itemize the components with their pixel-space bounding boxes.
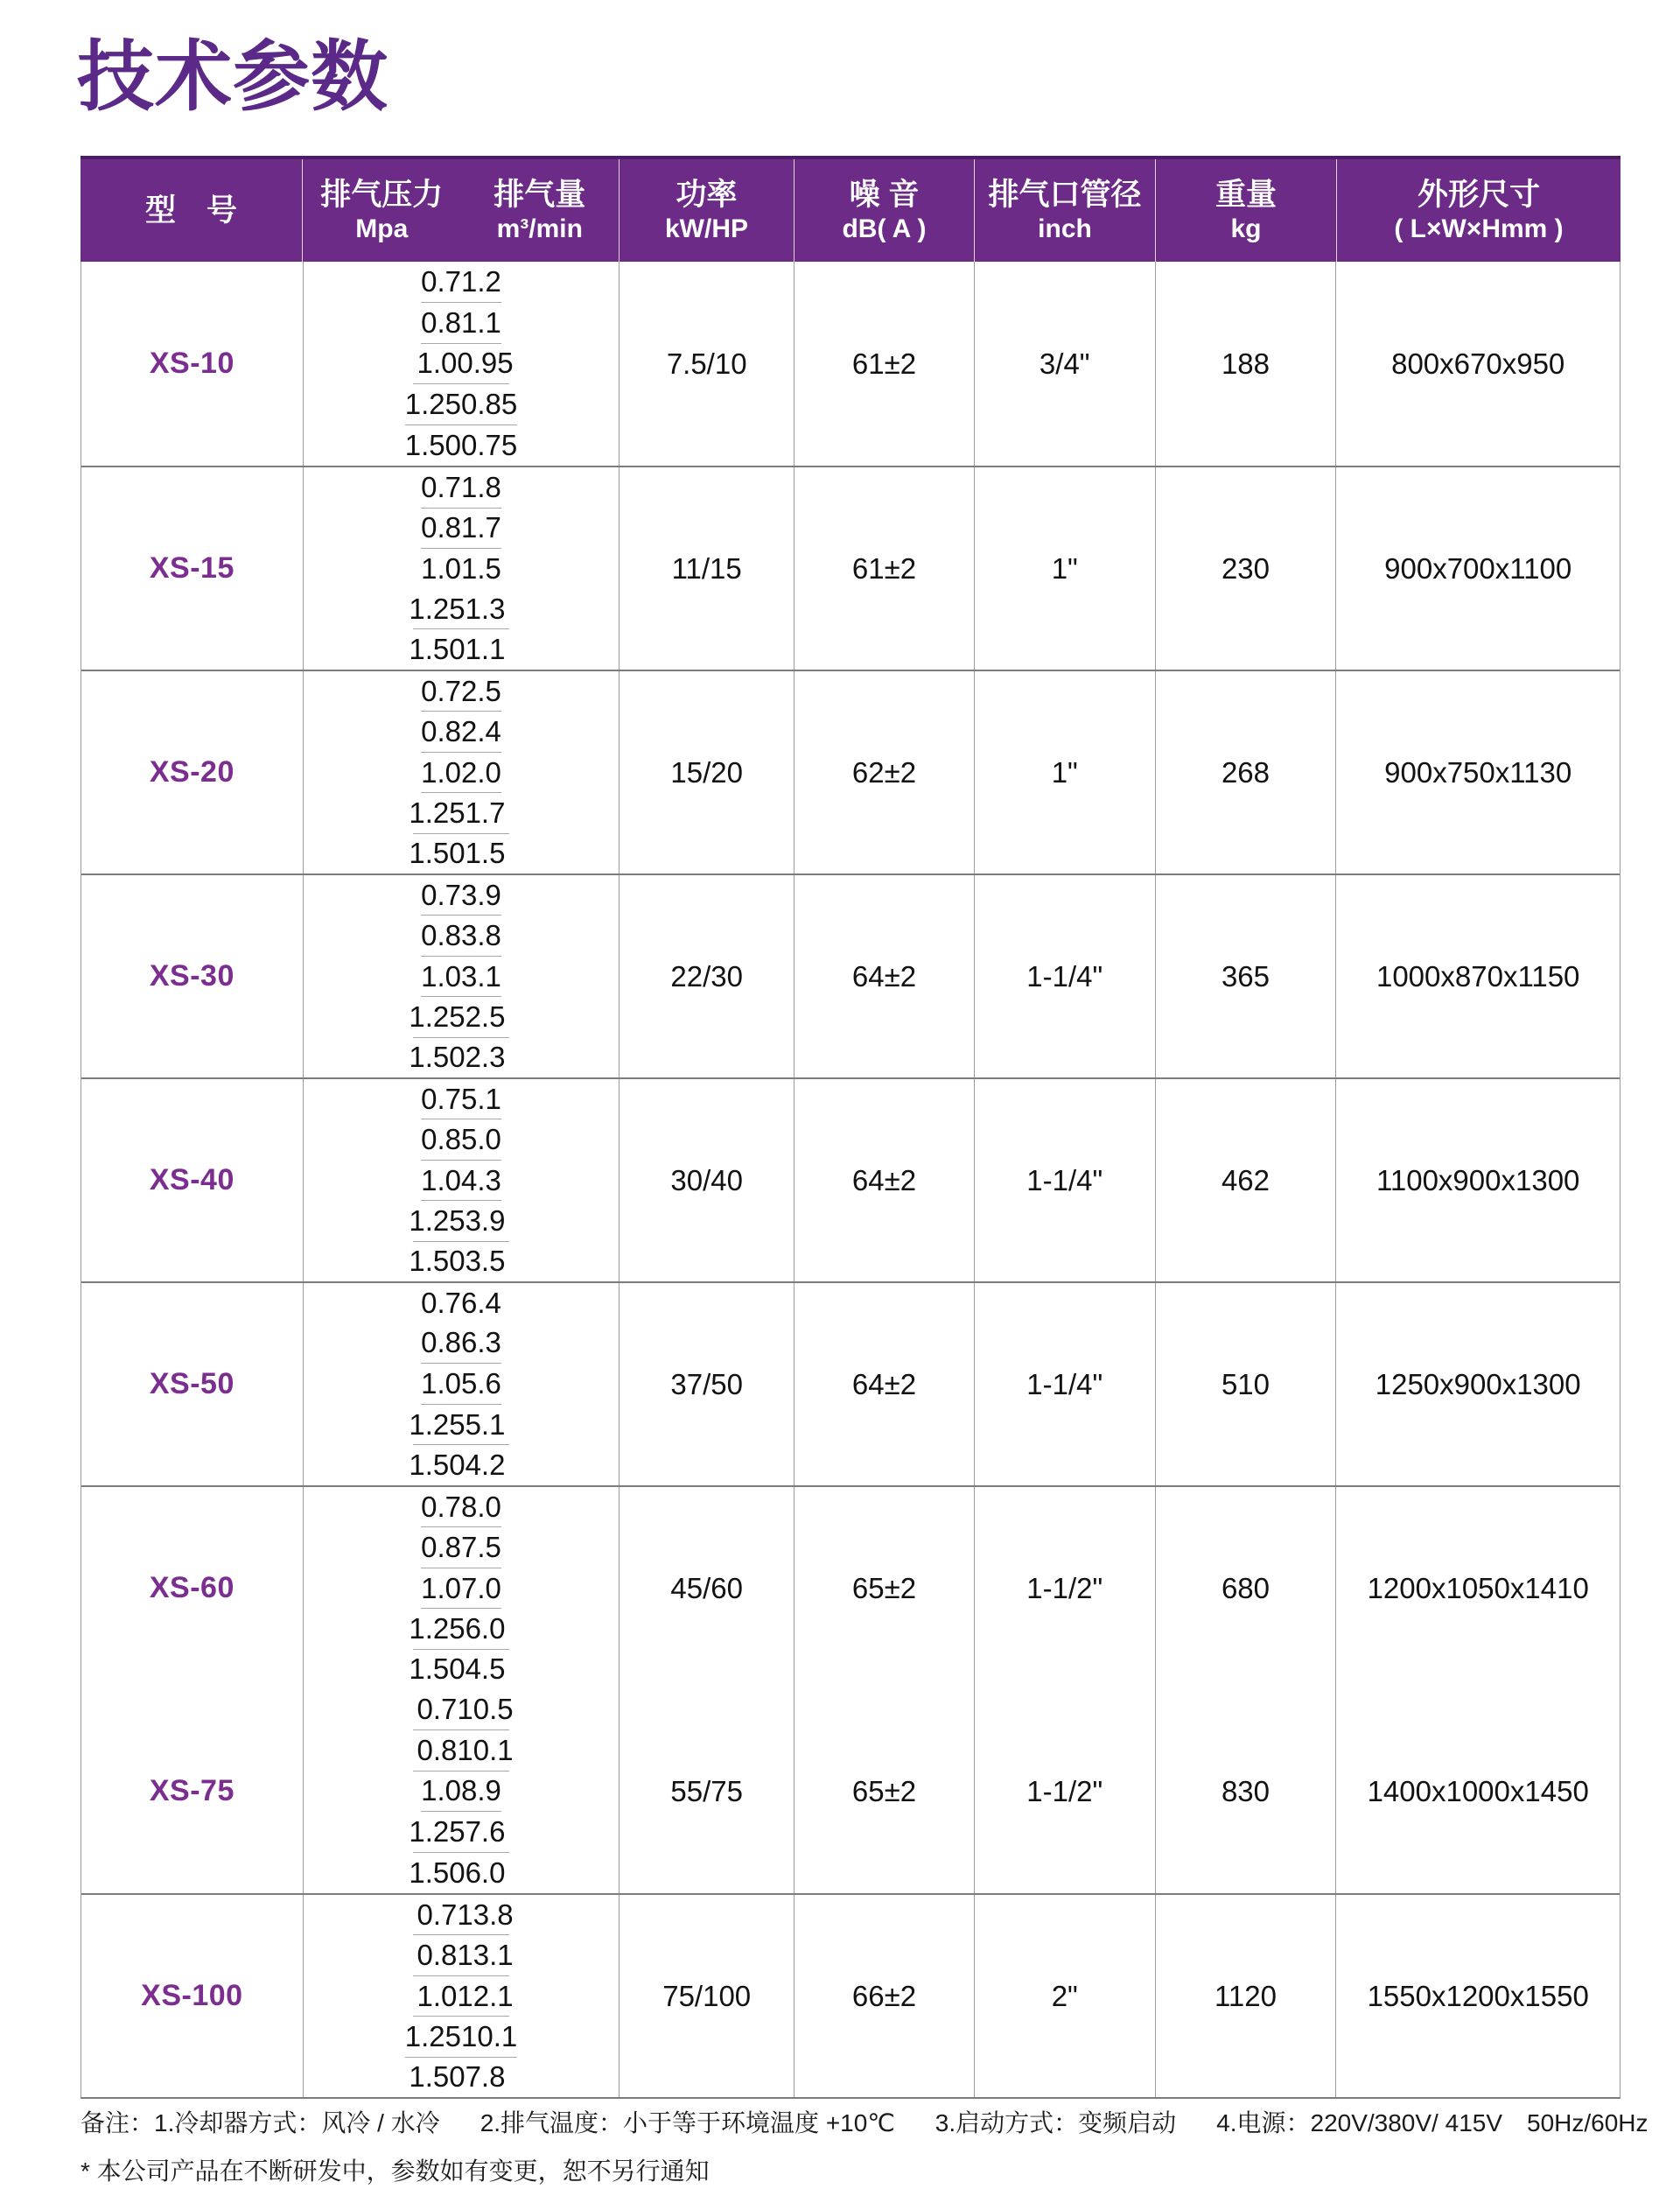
pressure-value: 0.7 xyxy=(421,878,462,911)
pipe-diameter-value: 3/4" xyxy=(974,262,1155,466)
weight-value: 830 xyxy=(1155,1689,1336,1893)
pressure-value: 1.0 xyxy=(421,1163,462,1196)
table-header-row xyxy=(80,156,1620,262)
header-volume-label: 排气量 xyxy=(494,177,586,212)
volume-value: 2.4 xyxy=(461,715,501,748)
pressure-value: 0.7 xyxy=(421,674,462,707)
pressure-value: 1.0 xyxy=(416,347,458,380)
volume-value: 1.1 xyxy=(461,305,501,339)
pressure-value: 1.50 xyxy=(409,837,466,870)
pressure-value: 1.0 xyxy=(421,1774,462,1807)
note-line-disclaimer: * 本公司产品在不断研发中，参数如有变更，恕不另行通知 xyxy=(80,2157,710,2185)
pressure-value: 1.25 xyxy=(409,592,466,625)
header-power-label: 功率 xyxy=(676,177,738,212)
noise-value: 64±2 xyxy=(794,1079,974,1281)
volume-value: 5.1 xyxy=(461,1082,501,1115)
pipe-diameter-value: 1" xyxy=(974,671,1155,873)
pressure-volume-row xyxy=(409,1405,509,1446)
volume-value: 8.0 xyxy=(461,1490,501,1523)
power-value: 30/40 xyxy=(619,1079,794,1281)
pressure-value: 1.25 xyxy=(409,1203,466,1237)
pressure-value: 1.0 xyxy=(421,755,462,789)
volume-value: 8.9 xyxy=(461,1774,501,1807)
pressure-value: 0.8 xyxy=(421,1531,462,1564)
pressure-value: 1.25 xyxy=(409,1611,466,1645)
power-value: 7.5/10 xyxy=(619,262,794,466)
pressure-volume-row xyxy=(421,712,501,752)
pressure-value: 1.50 xyxy=(409,1652,466,1686)
header-noise-unit: dB( A ) xyxy=(842,214,927,243)
pressure-value: 1.25 xyxy=(409,796,466,829)
pressure-value: 0.7 xyxy=(421,264,462,298)
pressure-value: 0.8 xyxy=(421,1326,462,1359)
weight-value: 1120 xyxy=(1155,1895,1336,2097)
volume-value: 6.0 xyxy=(465,1856,506,1890)
pressure-value: 1.50 xyxy=(409,1856,466,1890)
pressure-volume-cell xyxy=(303,671,620,873)
pressure-value: 1.0 xyxy=(421,1367,462,1400)
volume-value: 7.0 xyxy=(461,1571,501,1604)
pressure-volume-row xyxy=(409,1242,509,1281)
volume-value: 3.5 xyxy=(465,1245,506,1278)
header-noise xyxy=(794,159,974,262)
pressure-value: 1.50 xyxy=(409,1449,466,1482)
pipe-diameter-value: 1-1/4" xyxy=(974,1283,1155,1485)
volume-value: 5.1 xyxy=(465,1407,506,1441)
pressure-value: 1.50 xyxy=(409,1041,466,1074)
pressure-value: 1.25 xyxy=(404,388,462,421)
volume-value: 13.1 xyxy=(457,1939,514,1972)
dimensions-value: 1250x900x1300 xyxy=(1335,1283,1620,1485)
pressure-value: 1.0 xyxy=(421,1571,462,1604)
note-line-remarks xyxy=(80,2106,1648,2142)
pressure-value: 1.25 xyxy=(409,1407,466,1441)
pressure-value: 0.8 xyxy=(421,715,462,748)
pressure-volume-row xyxy=(413,1935,514,1975)
pressure-value: 0.7 xyxy=(416,1898,458,1931)
header-pipe-diameter xyxy=(974,159,1155,262)
model-name: XS-50 xyxy=(149,1367,234,1400)
pressure-value: 1.0 xyxy=(421,959,462,993)
pressure-value: 1.0 xyxy=(421,552,462,585)
noise-value: 65±2 xyxy=(794,1689,974,1893)
header-weight xyxy=(1155,159,1336,262)
volume-value: 1.7 xyxy=(461,511,501,544)
weight-value: 680 xyxy=(1155,1487,1336,1689)
header-dimensions xyxy=(1336,159,1620,262)
dimensions-value: 1000x870x1150 xyxy=(1335,875,1620,1077)
pressure-volume-row xyxy=(421,1527,501,1568)
pressure-volume-row xyxy=(421,1772,501,1813)
pressure-volume-row xyxy=(421,1568,501,1609)
header-model-label: 型 号 xyxy=(144,193,237,228)
volume-value: 10.5 xyxy=(457,1692,514,1725)
pressure-value: 0.7 xyxy=(421,470,462,503)
noise-value: 66±2 xyxy=(794,1895,974,2097)
pressure-volume-cell xyxy=(303,1079,620,1281)
volume-value: 10.1 xyxy=(461,2019,518,2052)
pressure-volume-cell xyxy=(303,1895,620,2097)
note-item: 2.排气温度：小于等于环境温度 +10℃ xyxy=(480,2109,895,2136)
pipe-diameter-value: 1" xyxy=(974,467,1155,670)
power-value: 75/100 xyxy=(619,1895,794,2097)
pressure-volume-row xyxy=(421,262,501,303)
pressure-volume-row xyxy=(413,1730,514,1772)
weight-value: 462 xyxy=(1155,1079,1336,1281)
dimensions-value: 1100x900x1300 xyxy=(1335,1079,1620,1281)
pressure-volume-row xyxy=(421,875,501,916)
pipe-diameter-value: 1-1/4" xyxy=(974,875,1155,1077)
model-name: XS-40 xyxy=(149,1163,234,1196)
header-pipe-unit: inch xyxy=(1038,214,1092,243)
pressure-volume-row xyxy=(405,2017,517,2057)
volume-value: 3.8 xyxy=(461,919,501,952)
pressure-volume-row xyxy=(421,1487,501,1527)
volume-value: 13.8 xyxy=(457,1898,514,1931)
pressure-volume-row xyxy=(409,2058,509,2097)
volume-value: 1.5 xyxy=(461,552,501,585)
pressure-value: 1.50 xyxy=(409,2060,466,2094)
noise-value: 61±2 xyxy=(794,467,974,670)
volume-value: 2.0 xyxy=(461,755,501,789)
pressure-volume-row xyxy=(409,1812,509,1853)
pressure-value: 0.7 xyxy=(421,1082,462,1115)
volume-value: 2.5 xyxy=(461,674,501,707)
header-pressure xyxy=(303,179,461,242)
volume-value: 5.0 xyxy=(461,1123,501,1156)
pressure-value: 1.25 xyxy=(409,1815,466,1849)
page-title: 技术参数 xyxy=(77,33,389,120)
pressure-volume-row xyxy=(421,916,501,956)
volume-value: 1.2 xyxy=(461,264,501,298)
power-value: 37/50 xyxy=(619,1283,794,1485)
noise-value: 64±2 xyxy=(794,875,974,1077)
pressure-volume-cell xyxy=(303,467,620,670)
header-dims-label: 外形尺寸 xyxy=(1417,177,1540,212)
volume-value: 6.0 xyxy=(465,1611,506,1645)
footnotes xyxy=(80,2106,1648,2189)
volume-value: 0.85 xyxy=(461,388,518,421)
pressure-volume-cell xyxy=(303,262,620,466)
volume-value: 2.5 xyxy=(465,1000,506,1033)
volume-value: 0.95 xyxy=(457,347,514,380)
header-volume xyxy=(461,179,620,242)
noise-value: 64±2 xyxy=(794,1283,974,1485)
pipe-diameter-value: 2" xyxy=(974,1895,1155,2097)
volume-value: 10.1 xyxy=(457,1733,514,1766)
header-volume-unit: m³/min xyxy=(496,214,583,243)
header-weight-label: 重量 xyxy=(1214,177,1277,212)
pressure-volume-row xyxy=(409,629,509,670)
volume-value: 7.8 xyxy=(465,2060,506,2094)
pressure-volume-row xyxy=(421,1364,501,1405)
pressure-volume-cell xyxy=(303,1689,620,1893)
model-name: XS-15 xyxy=(149,551,234,585)
note-item: 4.电源：220V/380V/ 415V 50Hz/60Hz xyxy=(1216,2109,1648,2136)
weight-value: 365 xyxy=(1155,875,1336,1077)
volume-value: 1.8 xyxy=(461,470,501,503)
pressure-volume-row xyxy=(421,467,501,509)
weight-value: 510 xyxy=(1155,1283,1336,1485)
pressure-volume-row xyxy=(413,1976,514,2017)
model-name: XS-100 xyxy=(141,1979,243,2012)
pressure-volume-row xyxy=(409,1038,509,1077)
dimensions-value: 1400x1000x1450 xyxy=(1335,1689,1620,1893)
model-name: XS-20 xyxy=(149,755,234,789)
dimensions-value: 1200x1050x1410 xyxy=(1335,1487,1620,1689)
pressure-volume-cell xyxy=(303,875,620,1077)
weight-value: 188 xyxy=(1155,262,1336,466)
pressure-volume-row xyxy=(421,1119,501,1160)
pressure-volume-row xyxy=(421,1283,501,1323)
pressure-volume-row xyxy=(421,1323,501,1365)
volume-value: 6.4 xyxy=(461,1286,501,1319)
pressure-volume-row xyxy=(409,1650,509,1689)
model-block xyxy=(81,873,1620,1077)
pressure-volume-row xyxy=(413,1689,514,1730)
noise-value: 62±2 xyxy=(794,671,974,873)
pressure-volume-row xyxy=(405,384,517,425)
pressure-volume-row xyxy=(409,997,509,1037)
header-dims-unit: ( L×W×Hmm ) xyxy=(1394,214,1564,243)
model-block xyxy=(81,670,1620,873)
pressure-volume-row xyxy=(421,303,501,344)
noise-value: 61±2 xyxy=(794,262,974,466)
table-body xyxy=(80,262,1620,2099)
header-pipe-label: 排气口管径 xyxy=(988,177,1142,212)
model-block xyxy=(81,262,1620,466)
dimensions-value: 1550x1200x1550 xyxy=(1335,1895,1620,2097)
power-value: 55/75 xyxy=(619,1689,794,1893)
pressure-volume-cell xyxy=(303,1487,620,1689)
dimensions-value: 900x750x1130 xyxy=(1335,671,1620,873)
pressure-volume-row xyxy=(421,1161,501,1201)
pressure-volume-row xyxy=(421,509,501,550)
pressure-value: 0.8 xyxy=(416,1939,458,1972)
volume-value: 3.9 xyxy=(461,878,501,911)
pressure-value: 0.7 xyxy=(421,1490,462,1523)
dimensions-value: 900x700x1100 xyxy=(1335,467,1620,670)
pressure-volume-row xyxy=(405,425,517,466)
pressure-value: 1.50 xyxy=(409,1245,466,1278)
power-value: 15/20 xyxy=(619,671,794,873)
pressure-volume-row xyxy=(409,1609,509,1649)
model-block xyxy=(81,1485,1620,1689)
header-pressure-label: 排气压力 xyxy=(320,177,444,212)
weight-value: 268 xyxy=(1155,671,1336,873)
volume-value: 7.5 xyxy=(461,1531,501,1564)
pressure-volume-row xyxy=(421,753,501,793)
dimensions-value: 800x670x950 xyxy=(1335,262,1620,466)
header-pressure-volume-group xyxy=(302,159,619,262)
volume-value: 4.5 xyxy=(465,1652,506,1686)
spec-table xyxy=(80,156,1620,2099)
pressure-volume-row xyxy=(413,1895,514,1935)
pipe-diameter-value: 1-1/2" xyxy=(974,1487,1155,1689)
pressure-value: 0.8 xyxy=(421,305,462,339)
pressure-volume-row xyxy=(409,1201,509,1241)
note-item: 备注：1.冷却器方式：风冷 / 水冷 xyxy=(80,2109,440,2136)
volume-value: 5.6 xyxy=(461,1367,501,1400)
model-block xyxy=(81,1689,1620,1893)
volume-value: 1.7 xyxy=(465,796,506,829)
model-block xyxy=(81,1281,1620,1485)
header-power xyxy=(619,159,794,262)
power-value: 45/60 xyxy=(619,1487,794,1689)
model-block xyxy=(81,1077,1620,1281)
model-name: XS-60 xyxy=(149,1571,234,1604)
pressure-value: 1.25 xyxy=(409,1000,466,1033)
header-weight-unit: kg xyxy=(1230,214,1262,243)
pressure-value: 1.0 xyxy=(416,1979,458,2012)
pressure-value: 0.8 xyxy=(421,1123,462,1156)
power-value: 22/30 xyxy=(619,875,794,1077)
noise-value: 65±2 xyxy=(794,1487,974,1689)
pressure-value: 0.7 xyxy=(421,1286,462,1319)
volume-value: 4.2 xyxy=(465,1449,506,1482)
pressure-value: 1.50 xyxy=(404,429,462,462)
pressure-volume-row xyxy=(421,1079,501,1119)
pressure-volume-row xyxy=(421,671,501,712)
pressure-volume-row xyxy=(409,834,509,873)
volume-value: 7.6 xyxy=(465,1815,506,1849)
volume-value: 2.3 xyxy=(465,1041,506,1074)
volume-value: 12.1 xyxy=(457,1979,514,2012)
pressure-volume-cell xyxy=(303,1283,620,1485)
pressure-volume-row xyxy=(409,1445,509,1485)
header-model xyxy=(80,159,302,262)
model-block xyxy=(81,466,1620,670)
volume-value: 6.3 xyxy=(461,1326,501,1359)
volume-value: 4.3 xyxy=(461,1163,501,1196)
pressure-value: 0.8 xyxy=(421,919,462,952)
model-name: XS-30 xyxy=(149,959,234,993)
volume-value: 1.1 xyxy=(465,633,506,666)
header-noise-label: 噪 音 xyxy=(849,177,920,212)
pipe-diameter-value: 1-1/4" xyxy=(974,1079,1155,1281)
volume-value: 3.9 xyxy=(465,1203,506,1237)
pressure-value: 0.8 xyxy=(416,1733,458,1766)
pressure-volume-row xyxy=(409,793,509,833)
model-name: XS-10 xyxy=(149,347,234,380)
pressure-volume-row xyxy=(421,549,501,589)
pressure-value: 1.25 xyxy=(404,2019,462,2052)
model-block xyxy=(81,1893,1620,2097)
model-name: XS-75 xyxy=(149,1774,234,1807)
pressure-value: 1.50 xyxy=(409,633,466,666)
pipe-diameter-value: 1-1/2" xyxy=(974,1689,1155,1893)
power-value: 11/15 xyxy=(619,467,794,670)
header-pressure-unit: Mpa xyxy=(355,214,409,243)
pressure-volume-row xyxy=(421,957,501,997)
weight-value: 230 xyxy=(1155,467,1336,670)
pressure-volume-row xyxy=(409,589,509,630)
header-power-unit: kW/HP xyxy=(664,214,748,243)
volume-value: 3.1 xyxy=(461,959,501,993)
pressure-value: 0.8 xyxy=(421,511,462,544)
pressure-volume-row xyxy=(413,344,514,385)
pressure-volume-row xyxy=(409,1853,509,1893)
volume-value: 1.3 xyxy=(465,592,506,625)
note-item: 3.启动方式：变频启动 xyxy=(934,2109,1177,2136)
pressure-value: 0.7 xyxy=(416,1692,458,1725)
volume-value: 1.5 xyxy=(465,837,506,870)
volume-value: 0.75 xyxy=(461,429,518,462)
